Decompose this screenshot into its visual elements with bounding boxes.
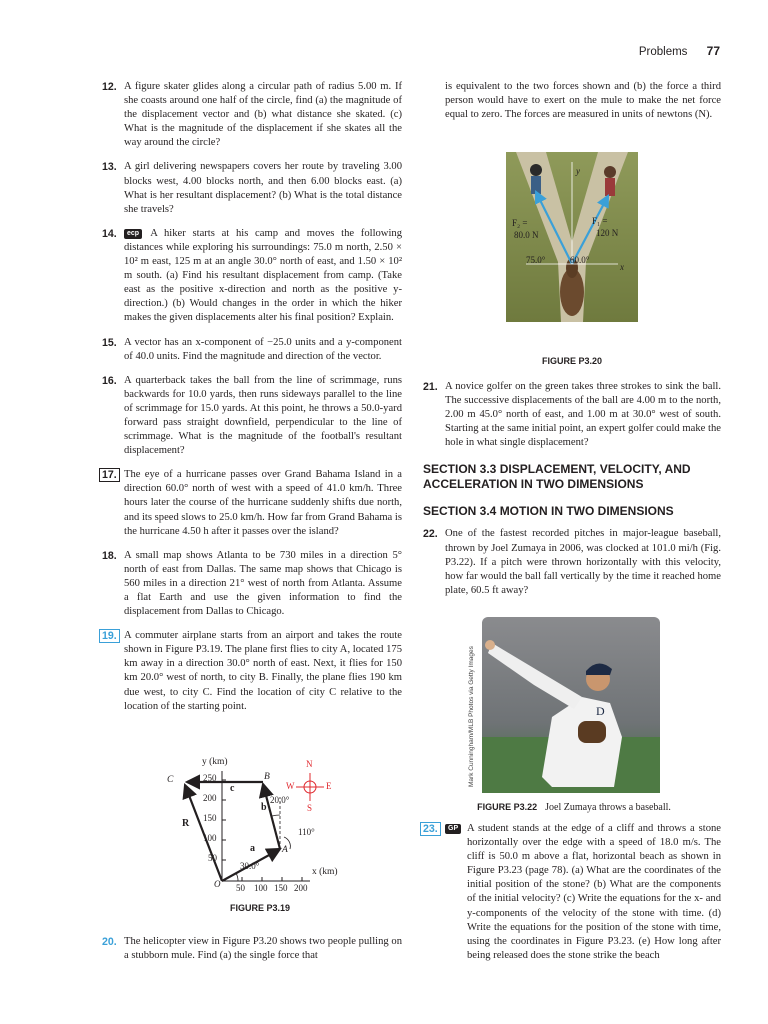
angle-b-label: 20.0°	[270, 795, 290, 805]
problem-12	[102, 80, 402, 150]
problem-number-boxed: 19.	[99, 629, 120, 643]
vector-R-label: R	[182, 818, 190, 829]
F2-label: F₂ =	[512, 218, 528, 228]
problem-20-continued: is equivalent to the two forces shown and (b) the force a third person would have to exert on the mule to make the net force equal to zero. The forces are measured in units of newtons (N).	[445, 81, 721, 121]
problem-18	[102, 549, 402, 619]
compass-E: E	[326, 781, 332, 791]
problem-20	[102, 935, 402, 963]
figure-caption: FIGURE P3.20	[541, 356, 603, 366]
problem-text: A student stands at the edge of a cliff and throws a stone horizontally over the edge with a speed of 18.0 m/s. The cliff is 50.0 m above a flat, horizontal beach as shown in Figure P3.23 (page 78). (a) What are the coordinates of the initial position of the stone? (b) What are the components of the initial velocity? (c) Write the equations for the x- and y-components of the velocity of the stone with time. (d) Write the equations for the position of the stone with time, using the coordinates in Figure P3.23. (e) How long after being released does the stone strike the beach	[467, 823, 721, 961]
figure-caption: FIGURE P3.19	[229, 903, 291, 913]
problem-14	[102, 227, 402, 326]
y-axis-label: y (km)	[202, 757, 228, 767]
problem-number-boxed: 17.	[99, 468, 120, 482]
F1-label: F₁ =	[592, 216, 608, 226]
problem-text: The helicopter view in Figure P3.20 shows two people pulling on a stubborn mule. Find (a) the single force that	[124, 936, 402, 962]
y-tick-50: 50	[208, 853, 217, 863]
left-column-bottom	[102, 935, 402, 973]
y-axis-label: y	[576, 166, 580, 176]
y-tick-250: 250	[203, 773, 217, 783]
vector-a-label: a	[250, 843, 255, 854]
problem-number: 14.	[102, 227, 117, 240]
F2-value: 80.0 N	[514, 230, 539, 240]
figure-p3-19	[160, 757, 360, 917]
page-header	[639, 44, 720, 58]
vector-c-label: c	[230, 783, 235, 794]
problem-number: 15.	[102, 336, 117, 349]
running-head: Problems	[638, 46, 688, 58]
problem-number: 22.	[423, 528, 438, 541]
photo-credit: Mark Cunningham/MLB Photos via Getty Images	[468, 646, 475, 787]
angle-75-label: 75.0°	[526, 255, 546, 265]
x-axis-label: x	[620, 262, 624, 272]
problem-17	[102, 468, 402, 538]
point-A-label: A	[282, 845, 288, 855]
problem-15	[102, 336, 402, 364]
origin-label: O	[214, 879, 221, 889]
problem-text: A novice golfer on the green takes three strokes to sink the ball. The successive displacements of the ball are 4.00 m to the north, 2.00 m 45.0° north of east, and 1.00 m at 30.0° west of south. Starting at the same initial point, an expert golfer could make the hole in what single displacement?	[445, 381, 721, 449]
compass-icon	[296, 773, 324, 801]
x-tick-50: 50	[236, 883, 245, 893]
right-column-middle	[423, 380, 721, 608]
section-heading-3-3: SECTION 3.3 DISPLACEMENT, VELOCITY, AND ACCELERATION IN TWO DIMENSIONS	[423, 462, 691, 492]
problem-number-boxed: 23.	[420, 822, 441, 836]
figure-p3-20	[506, 152, 638, 374]
angle-60-label: 60.0°	[570, 255, 590, 265]
page-number: 77	[706, 44, 720, 58]
vector-b	[263, 784, 280, 849]
ecp-badge: ecp	[124, 229, 142, 239]
compass-S: S	[307, 803, 313, 813]
problem-19	[102, 629, 402, 714]
svg-text:D: D	[596, 704, 605, 718]
x-axis-label: x (km)	[312, 867, 338, 877]
problem-text: A quarterback takes the ball from the line of scrimmage, runs backwards for 10.0 yards, then runs sideways parallel to the line of scrimmage for 15.0 yards. At this point, he throws a 50.0-yard forward pass straight downfield, perpendicular to the line of scrimmage. What is the magnitude of the football's resultant displacement?	[124, 374, 402, 457]
x-tick-200: 200	[294, 883, 308, 893]
problem-number: 18.	[102, 549, 117, 562]
problem-text: One of the fastest recorded pitches in major-league baseball, thrown by Joel Zumaya in 2006, was clocked at 101.0 mi/h (Fig. P3.22). If a pitch were thrown horizontally with this velocity, how far would the ball fall vertically by the time it reached home plate, 60.5 ft away?	[445, 528, 721, 596]
angle-110-label: 110°	[298, 827, 315, 837]
y-tick-200: 200	[203, 793, 217, 803]
problem-number: 13.	[102, 161, 117, 174]
problem-text: A small map shows Atlanta to be 730 miles in a direction 5° north of east from Dallas. The same map shows that Chicago is 560 miles in a direction 21° west of north from Atlanta. Assume a flat Earth and use the given information to find the displacement from Dallas to Chicago.	[124, 549, 402, 618]
angle-a-label: 30.0°	[240, 861, 260, 871]
point-C-label: C	[167, 775, 174, 785]
figure-p3-22	[468, 617, 671, 813]
figure-caption-block	[474, 797, 674, 815]
problem-text: A hiker starts at his camp and moves the following distances while exploring his surroundings: 75.0 m north, 2.50 × 10² m east, 125 m at an angle 30.0° north of east, and 1.50 × 10² m south. (a) Find his resultant displacement from camp. (Take east as the positive x-direction and north as the positive y-direction.) (b) Would changes in the order in which the hiker makes the given displacements alter his final position? Explain.	[124, 227, 402, 324]
problem-23	[423, 822, 721, 963]
problem-text: A girl delivering newspapers covers her route by traveling 3.00 blocks west, 4.00 blocks north, and then 6.00 blocks east. (a) What is her resultant displacement? (b) What is the total distance she travels?	[124, 161, 402, 215]
pitcher-photo	[482, 617, 660, 793]
problem-text: A commuter airplane starts from an airport and takes the route shown in Figure P3.19. The plane first flies to city A, located 175 km away in a direction 30.0° north of east. Next, it flies for 150 km 20.0° west of north, to city B. Finally, the plane flies 190 km due west, to city C. Find the location of city C relative to the location of the starting point.	[124, 630, 402, 712]
x-tick-150: 150	[274, 883, 288, 893]
point-B-label: B	[264, 772, 270, 782]
problem-text: A figure skater glides along a circular path of radius 5.00 m. If she coasts around one half of the circle, find (a) the magnitude of the displacement vector and (b) what distance she skated. (c) What is the magnitude of the displacement if she skates all the way around the circle?	[124, 81, 402, 149]
figure-caption: FIGURE P3.22	[477, 802, 538, 812]
compass-W: W	[286, 781, 295, 791]
y-tick-100: 100	[203, 833, 217, 843]
problem-number: 21.	[423, 381, 438, 393]
problem-number: 16.	[102, 374, 117, 387]
x-tick-100: 100	[254, 883, 268, 893]
compass-N: N	[306, 759, 313, 769]
right-column-bottom	[423, 822, 721, 973]
F1-value: 120 N	[596, 228, 619, 238]
vector-b-label: b	[261, 802, 267, 813]
problem-21	[423, 380, 721, 450]
problem-number: 20.	[102, 936, 117, 948]
problem-text: A vector has an x-component of −25.0 units and a y-component of 40.0 units. Find the magnitude and direction of the vector.	[124, 336, 402, 362]
problem-22	[423, 527, 721, 597]
problem-number: 12.	[102, 81, 117, 93]
problem-16	[102, 374, 402, 459]
problem-text: The eye of a hurricane passes over Grand Bahama Island in a direction 60.0° north of west with a speed of 41.0 km/h. Three hours later the course of the hurricane suddenly shifts due north, and its speed slows to 25.0 km/h. How far from Grand Bahama is the hurricane 4.50 h after it passes over the island?	[124, 469, 402, 537]
problem-13	[102, 160, 402, 216]
y-tick-150: 150	[203, 813, 217, 823]
gp-badge: GP	[445, 824, 461, 834]
section-heading-3-4: SECTION 3.4 MOTION IN TWO DIMENSIONS	[423, 504, 674, 519]
left-column	[102, 80, 402, 724]
figure-caption-text: Joel Zumaya throws a baseball.	[545, 802, 671, 813]
